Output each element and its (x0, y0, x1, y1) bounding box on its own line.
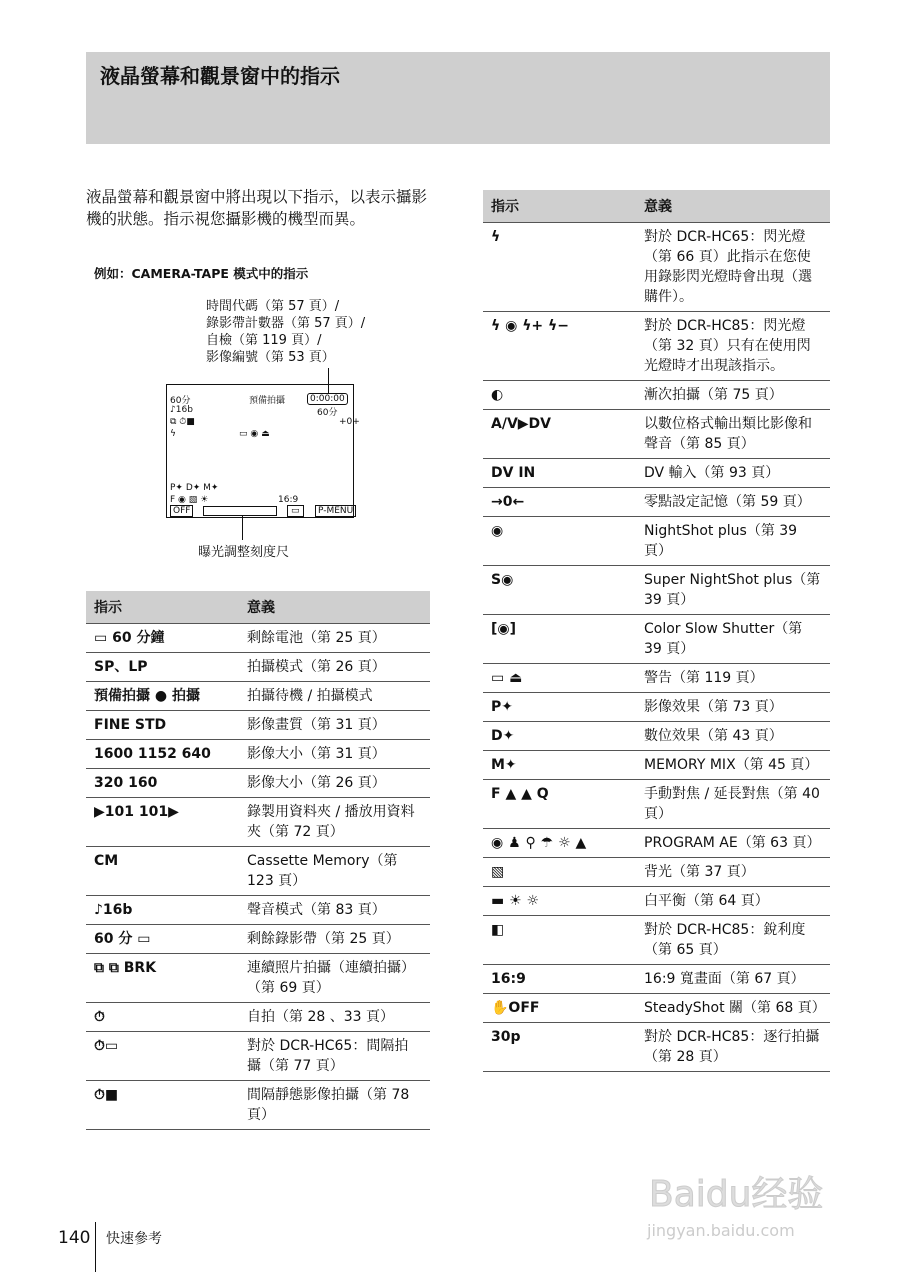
indicator-icon: ♪16b (86, 896, 239, 925)
page-divider (95, 1222, 96, 1272)
indicator-icon: ▭ ⏏ (483, 664, 636, 693)
indicator-meaning: 連續照片拍攝（連續拍攝）（第 69 頁） (239, 954, 430, 1003)
table-row (483, 459, 830, 488)
indicator-meaning: 對於 DCR-HC65：間隔拍攝（第 77 頁） (239, 1032, 430, 1081)
watermark-logo (645, 1166, 845, 1246)
indicator-meaning: Cassette Memory（第 123 頁） (239, 847, 430, 896)
lcd-menu-button: P-MENU (315, 505, 356, 517)
callout-line: 影像編號（第 53 頁） (206, 350, 335, 365)
indicator-icon: ▶101 101▶ (86, 798, 239, 847)
header-indicator: 指示 (86, 591, 239, 624)
indicator-meaning: 對於 DCR-HC85：閃光燈（第 32 頁）只有在使用閃光燈時才出現該指示。 (636, 312, 830, 381)
indicator-icon: ϟ ◉ ϟ+ ϟ− (483, 312, 636, 381)
indicator-icon: 30p (483, 1023, 636, 1072)
lcd-warning-icon: ▭ ◉ ⏏ (239, 429, 270, 439)
indicator-meaning: 數位效果（第 43 頁） (636, 722, 830, 751)
indicator-icon: 320 160 (86, 769, 239, 798)
indicator-meaning: DV 輸入（第 93 頁） (636, 459, 830, 488)
table-row (483, 664, 830, 693)
indicator-icon: ⧉ ⧉ BRK (86, 954, 239, 1003)
table-row (483, 488, 830, 517)
indicator-meaning: 影像效果（第 73 頁） (636, 693, 830, 722)
table-row (483, 693, 830, 722)
table-row (483, 916, 830, 965)
indicator-meaning: Super NightShot plus（第 39 頁） (636, 566, 830, 615)
indicator-meaning: 拍攝待機 / 拍攝模式 (239, 682, 430, 711)
indicator-meaning: 影像大小（第 26 頁） (239, 769, 430, 798)
table-row (483, 751, 830, 780)
indicator-meaning: Color Slow Shutter（第 39 頁） (636, 615, 830, 664)
title-banner (86, 52, 830, 144)
section-title: 快速參考 (106, 1231, 162, 1247)
table-row (86, 653, 430, 682)
table-row (483, 994, 830, 1023)
table-row (483, 887, 830, 916)
table-row (86, 711, 430, 740)
indicator-meaning: 對於 DCR-HC85：銳利度（第 65 頁） (636, 916, 830, 965)
table-row (483, 410, 830, 459)
table-row (483, 381, 830, 410)
page-number: 140 (58, 1228, 91, 1248)
lcd-tape-remain: 60分 (317, 408, 338, 418)
table-row (483, 829, 830, 858)
callout-line: 錄影帶計數器（第 57 頁）/ (206, 316, 366, 331)
table-row (86, 1032, 430, 1081)
indicator-meaning: 背光（第 37 頁） (636, 858, 830, 887)
lcd-flash-icon: ϟ (170, 429, 176, 439)
lcd-focus-icon: F ◉ ▧ ☀ (170, 495, 209, 505)
indicator-icon: ⏱ (86, 1003, 239, 1032)
lcd-aspect: 16:9 (278, 495, 299, 505)
table-row (86, 896, 430, 925)
indicator-icon: M✦ (483, 751, 636, 780)
indicator-icon: ◉ (483, 517, 636, 566)
table-row (483, 722, 830, 751)
table-row (483, 312, 830, 381)
indicator-icon: P✦ (483, 693, 636, 722)
indicator-meaning: 以數位格式輸出類比影像和聲音（第 85 頁） (636, 410, 830, 459)
page-title: 液晶螢幕和觀景窗中的指示 (100, 64, 340, 88)
indicator-meaning: PROGRAM AE（第 63 頁） (636, 829, 830, 858)
indicator-icon: CM (86, 847, 239, 896)
callout-label (206, 298, 365, 366)
callout-line: 時間代碼（第 57 頁）/ (206, 299, 340, 314)
indicator-icon: →0← (483, 488, 636, 517)
lcd-burst-icon: ⧉ ⏱■ (170, 417, 195, 427)
indicator-meaning: 影像畫質（第 31 頁） (239, 711, 430, 740)
table-row (86, 954, 430, 1003)
indicator-icon: ◉ ♟ ⚲ ☂ ☼ ▲ (483, 829, 636, 858)
indicator-icon: A/V▶DV (483, 410, 636, 459)
indicator-meaning: 白平衡（第 64 頁） (636, 887, 830, 916)
table-row (483, 566, 830, 615)
svg-text:Baidu经验: Baidu经验 (649, 1174, 824, 1215)
lcd-caption: 曝光調整刻度尺 (198, 545, 290, 560)
indicator-icon: 60 分 ▭ (86, 925, 239, 954)
indicator-meaning: 16:9 寬畫面（第 67 頁） (636, 965, 830, 994)
indicator-icon: [◉] (483, 615, 636, 664)
indicator-icon: ▧ (483, 858, 636, 887)
indicator-table-right (483, 190, 830, 1072)
table-row (483, 780, 830, 829)
table-row (483, 858, 830, 887)
table-row (86, 769, 430, 798)
indicator-meaning: SteadyShot 關（第 68 頁） (636, 994, 830, 1023)
lcd-standby: 預備拍攝 (249, 396, 286, 406)
table-row (483, 615, 830, 664)
indicator-meaning: 拍攝模式（第 26 頁） (239, 653, 430, 682)
lcd-steadyshot: OFF (170, 505, 193, 517)
indicator-meaning: 漸次拍攝（第 75 頁） (636, 381, 830, 410)
table-row (483, 517, 830, 566)
indicator-icon: ϟ (483, 223, 636, 312)
lcd-memory: ♪16b (170, 405, 193, 415)
callout-line: 自檢（第 119 頁）/ (206, 333, 322, 348)
table-row (86, 1081, 430, 1130)
intro-paragraph: 液晶螢幕和觀景窗中將出現以下指示，以表示攝影機的狀態。指示視您攝影機的機型而異。 (86, 188, 428, 228)
indicator-meaning: 對於 DCR-HC65：閃光燈（第 66 頁）此指示在您使用錄影閃光燈時會出現（選購件）。 (636, 223, 830, 312)
table-row (483, 965, 830, 994)
indicator-meaning: MEMORY MIX（第 45 頁） (636, 751, 830, 780)
indicator-icon: ⏱■ (86, 1081, 239, 1130)
indicator-meaning: 手動對焦 / 延長對焦（第 40 頁） (636, 780, 830, 829)
lcd-battery: 60分 (170, 396, 191, 406)
indicator-meaning: 剩餘電池（第 25 頁） (239, 624, 430, 653)
indicator-icon: DV IN (483, 459, 636, 488)
table-row (86, 682, 430, 711)
indicator-icon: ▬ ☀ ☼ (483, 887, 636, 916)
indicator-meaning: NightShot plus（第 39 頁） (636, 517, 830, 566)
indicator-icon: ✋OFF (483, 994, 636, 1023)
indicator-icon: 1600 1152 640 (86, 740, 239, 769)
indicator-meaning: 間隔靜態影像拍攝（第 78 頁） (239, 1081, 430, 1130)
indicator-icon: SP、LP (86, 653, 239, 682)
indicator-meaning: 自拍（第 28 、33 頁） (239, 1003, 430, 1032)
indicator-meaning: 影像大小（第 31 頁） (239, 740, 430, 769)
indicator-meaning: 零點設定記憶（第 59 頁） (636, 488, 830, 517)
lcd-exposure-scale (203, 506, 277, 516)
indicator-icon: ◧ (483, 916, 636, 965)
lcd-zero-mem: +0+ (339, 417, 360, 427)
indicator-icon: S◉ (483, 566, 636, 615)
indicator-icon: 16:9 (483, 965, 636, 994)
indicator-icon: F ▲ ▲ Q (483, 780, 636, 829)
table-row (86, 624, 430, 653)
indicator-meaning: 警告（第 119 頁） (636, 664, 830, 693)
lcd-effects-icon: P✦ D✦ M✦ (170, 483, 219, 493)
indicator-icon: 預備拍攝 ● 拍攝 (86, 682, 239, 711)
table-row (86, 740, 430, 769)
header-meaning: 意義 (239, 591, 430, 624)
table-row (86, 925, 430, 954)
indicator-icon: D✦ (483, 722, 636, 751)
indicator-icon: ◐ (483, 381, 636, 410)
indicator-meaning: 剩餘錄影帶（第 25 頁） (239, 925, 430, 954)
indicator-icon: FINE STD (86, 711, 239, 740)
lcd-tape-icon: ▭ (287, 505, 304, 517)
lcd-screen-diagram (166, 384, 360, 518)
indicator-meaning: 錄製用資料夾 / 播放用資料夾（第 72 頁） (239, 798, 430, 847)
table-row (483, 223, 830, 312)
header-meaning: 意義 (636, 190, 830, 223)
table-row (86, 798, 430, 847)
header-indicator: 指示 (483, 190, 636, 223)
indicator-icon: ▭ 60 分鐘 (86, 624, 239, 653)
indicator-meaning: 對於 DCR-HC85：逐行拍攝（第 28 頁） (636, 1023, 830, 1072)
example-heading: 例如：CAMERA-TAPE 模式中的指示 (94, 266, 309, 281)
indicator-meaning: 聲音模式（第 83 頁） (239, 896, 430, 925)
svg-text:jingyan.baidu.com: jingyan.baidu.com (647, 1221, 795, 1240)
caption-leader (242, 516, 243, 540)
lcd-timecode: 0:00:00 (307, 393, 348, 405)
table-row (483, 1023, 830, 1072)
indicator-table-left (86, 591, 430, 1130)
table-row (86, 847, 430, 896)
indicator-icon: ⏱▭ (86, 1032, 239, 1081)
table-row (86, 1003, 430, 1032)
